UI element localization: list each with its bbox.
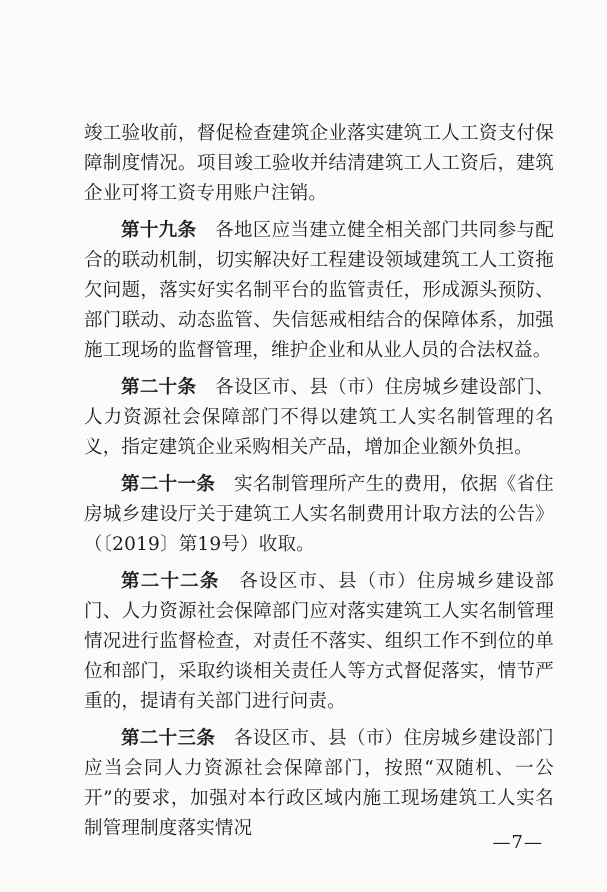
article-number: 第二十一条 — [121, 474, 216, 495]
paragraph-article-23 — [84, 724, 554, 844]
body-text — [84, 119, 554, 844]
page-number: —7— — [492, 832, 543, 853]
paragraph-article-22 — [84, 567, 554, 717]
article-number: 第二十二条 — [121, 571, 220, 592]
paragraph-text: 竣工验收前，督促检查建筑企业落实建筑工人工资支付保障制度情况。项目竣工验收并结清建筑工人工资后，建筑企业可将工资专用账户注销。 — [84, 123, 554, 204]
paragraph-text: 各设区市、县（市）住房城乡建设部门、人力资源社会保障部门应对落实建筑工人实名制管理情况进行监督检查，对责任不落实、组织工作不到位的单位和部门，采取约谈相关责任人等方式督促落实，情节严重的，提请有关部门进行问责。 — [84, 571, 554, 712]
paragraph-continued — [84, 119, 554, 209]
article-number: 第十九条 — [121, 220, 197, 241]
paragraph-text: 各设区市、县（市）住房城乡建设部门应当会同人力资源社会保障部门，按照“双随机、一公开”的要求，加强对本行政区域内施工现场建筑工人实名制管理制度落实情况 — [84, 728, 554, 839]
paragraph-text: 各地区应当建立健全相关部门共同参与配合的联动机制，切实解决好工程建设领域建筑工人工资拖欠问题，落实好实名制平台的监管责任，形成源头预防、部门联动、动态监管、失信惩戒相结合的保障体系，加强施工现场的监督管理，维护企业和从业人员的合法权益。 — [84, 220, 554, 361]
paragraph-text: 实名制管理所产生的费用，依据《省住房城乡建设厅关于建筑工人实名制费用计取方法的公告》（〔2019〕第19号）收取。 — [84, 474, 554, 555]
paragraph-text: 各设区市、县（市）住房城乡建设部门、人力资源社会保障部门不得以建筑工人实名制管理的名义，指定建筑企业采购相关产品，增加企业额外负担。 — [84, 377, 554, 458]
paragraph-article-19 — [84, 216, 554, 366]
paragraph-article-21 — [84, 470, 554, 560]
article-number: 第二十三条 — [121, 728, 216, 749]
article-number: 第二十条 — [121, 377, 197, 398]
paragraph-article-20 — [84, 373, 554, 463]
